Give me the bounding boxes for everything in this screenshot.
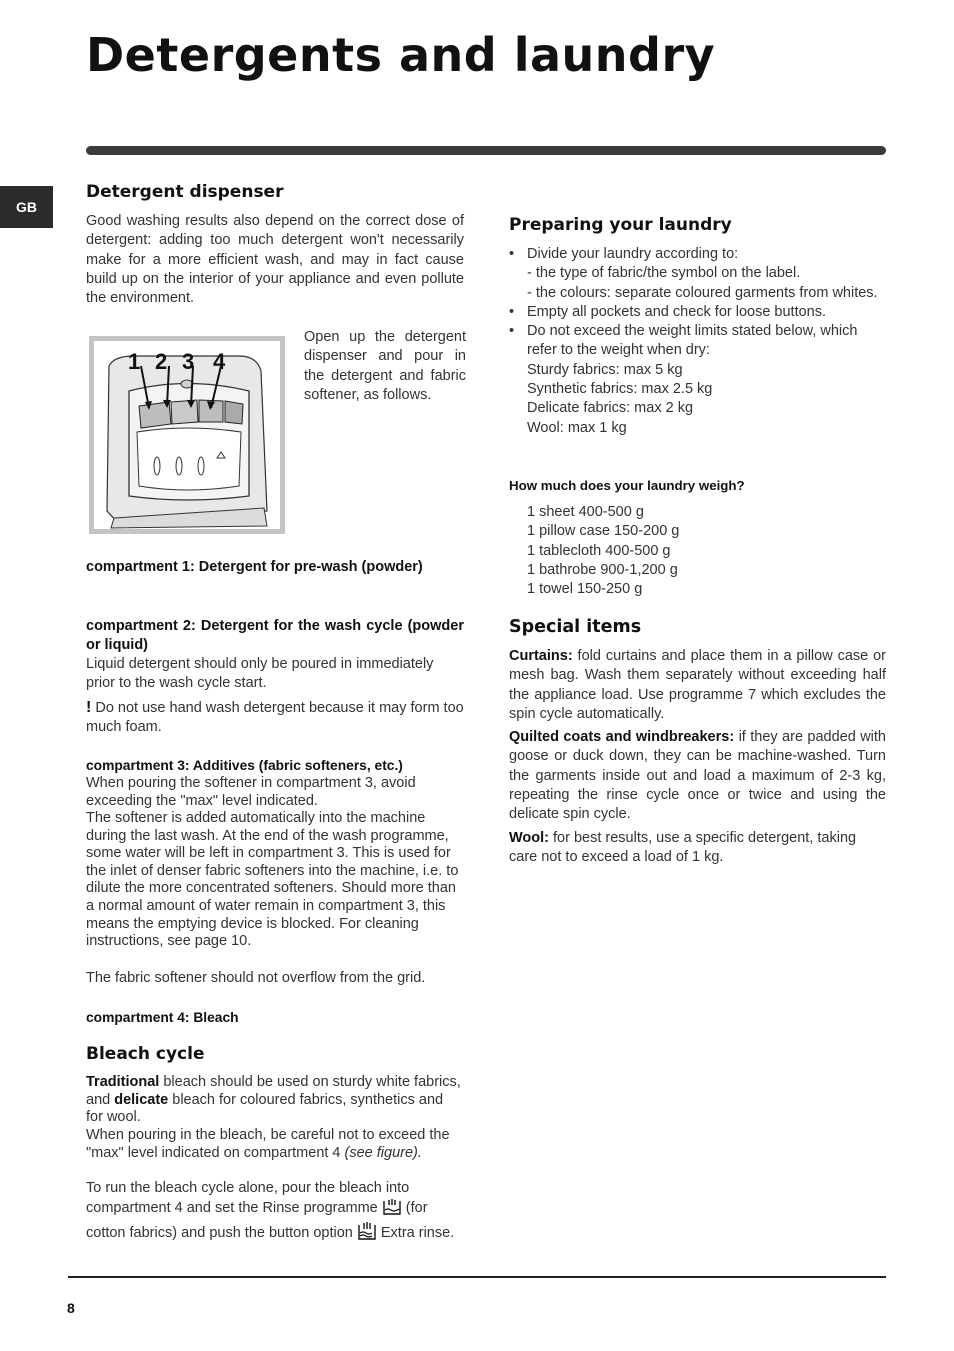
bleach-run-text-b: (for cotton fabrics) and push the button option <box>86 1199 428 1242</box>
special-items-heading: Special items <box>509 617 642 637</box>
hand-wash-warning <box>86 698 464 738</box>
figure-label-2: 2 <box>155 349 168 374</box>
header-rule <box>86 146 886 155</box>
compartment-3-text-3: The fabric softener should not overflow from the grid. <box>86 970 426 986</box>
bleach-max-text <box>86 1127 464 1162</box>
page-number: 8 <box>67 1300 75 1316</box>
preparing-laundry-heading: Preparing your laundry <box>509 215 732 235</box>
curtains-label: Curtains: <box>509 648 573 664</box>
traditional-label: Traditional <box>86 1074 160 1090</box>
wool-text: for best results, use a specific detergent, taking care not to exceed a load of 1 kg. <box>509 830 857 866</box>
dispenser-illustration <box>89 336 285 534</box>
figure-label-3: 3 <box>182 349 195 374</box>
dispenser-figure <box>89 336 285 534</box>
compartment-3-heading: compartment 3: Additives (fabric softeners, etc.) <box>86 758 403 773</box>
limit-wool: Wool: max 1 kg <box>527 419 627 436</box>
compartment-3-text-2: The softener is added automatically into the machine during the last wash. At the end of the wash programme, some water will be left in compartment 3. This is used for the inlet of denser fabric softeners into the machine, i.e. to dilute the more concentrated softeners. Should more than a normal amount of water remain in compartment 3, this means the emptying device is blocked. For cleaning instructions, see page 10. <box>86 810 459 950</box>
bullet-weight-limits: Do not exceed the weight limits stated below, which refer to the weight when dry: <box>527 323 858 359</box>
list-item: • Do not exceed the weight limits stated below, which refer to the weight when dry: Sturdy fabrics: max 5 kg Synthetic fabrics: max 2.5 kg Delicate fabrics: max 2 kg Wool: max 1 kg <box>509 322 889 438</box>
bullet-divide: Divide your laundry according to: <box>527 246 739 262</box>
wool-paragraph <box>509 829 886 868</box>
bleach-run-text-c: Extra rinse. <box>376 1225 455 1242</box>
compartment-1-heading: compartment 1: Detergent for pre-wash (powder) <box>86 559 423 575</box>
bleach-cycle-heading: Bleach cycle <box>86 1044 205 1064</box>
figure-label-1: 1 <box>128 349 141 374</box>
language-tab: GB <box>0 186 53 228</box>
figure-label-4: 4 <box>213 349 226 374</box>
figure-caption: Open up the detergent dispenser and pour in the detergent and fabric softener, as follows. <box>304 329 466 403</box>
rinse-icon <box>382 1198 402 1222</box>
page-title: Detergents and laundry <box>86 28 716 82</box>
detergent-dispenser-heading: Detergent dispenser <box>86 182 284 202</box>
bullet-divide-sub-1: - the type of fabric/the symbol on the label. <box>527 265 801 282</box>
bullet-divide-sub-2: - the colours: separate coloured garments from whites. <box>527 284 878 301</box>
laundry-weight-heading: How much does your laundry weigh? <box>509 478 745 493</box>
list-item: • Divide your laundry according to: - the type of fabric/the symbol on the label. - the colours: separate coloured garments from whites. <box>509 245 889 303</box>
list-item: • Empty all pockets and check for loose buttons. <box>509 303 827 320</box>
quilted-text: if they are padded with goose or duck down, they can be machine-washed. Turn the garments inside out and load a maximum of 2-3 kg, repeating the rinse cycle once or twice and using the delicate spin cycle. <box>509 729 886 823</box>
limit-synthetic: Synthetic fabrics: max 2.5 kg <box>527 381 713 398</box>
curtains-paragraph <box>509 647 886 724</box>
bleach-types-text <box>86 1074 464 1127</box>
compartment-2-text: Liquid detergent should only be poured in immediately prior to the wash cycle start. <box>86 656 434 692</box>
delicate-text: bleach for coloured fabrics, synthetics and for wool. <box>86 1091 444 1126</box>
traditional-text: bleach should be used on sturdy white fabrics, and <box>86 1074 461 1108</box>
warning-mark: ! <box>86 699 92 716</box>
quilted-paragraph <box>509 728 886 824</box>
compartment-2-heading: compartment 2: Detergent for the wash cycle (powder or liquid) <box>86 618 464 653</box>
weight-sheet: 1 sheet 400-500 g <box>527 504 644 520</box>
preparing-list <box>509 245 889 438</box>
weight-tablecloth: 1 tablecloth 400-500 g <box>527 542 671 559</box>
extra-rinse-icon <box>357 1221 377 1247</box>
quilted-label: Quilted coats and windbreakers: <box>509 729 735 745</box>
delicate-label: delicate <box>114 1091 169 1108</box>
weight-towel: 1 towel 150-250 g <box>527 581 643 598</box>
see-figure-note: (see figure). <box>344 1144 422 1161</box>
footer-rule <box>68 1276 886 1278</box>
warning-text: Do not use hand wash detergent because it may form too much foam. <box>86 700 464 736</box>
laundry-weight-list <box>509 503 907 599</box>
limit-sturdy: Sturdy fabrics: max 5 kg <box>527 361 683 378</box>
compartment-4-heading: compartment 4: Bleach <box>86 1010 239 1025</box>
wool-label: Wool: <box>509 830 549 846</box>
curtains-text: fold curtains and place them in a pillow case or mesh bag. Wash them separately without exceeding half the appliance load. Use programme 7 which excludes the spin cycle automatically. <box>509 648 886 722</box>
weight-pillow-case: 1 pillow case 150-200 g <box>527 523 680 540</box>
bleach-max-sentence: When pouring in the bleach, be careful not to exceed the "max" level indicated on compartment 4 <box>86 1127 450 1161</box>
dispenser-intro: Good washing results also depend on the correct dose of detergent: adding too much detergent won't necessarily make for a more efficient wash, and may in fact cause build up on the interior of your appliance and even pollute the environment. <box>86 213 464 307</box>
bullet-pockets: Empty all pockets and check for loose buttons. <box>527 303 827 320</box>
weight-bathrobe: 1 bathrobe 900-1,200 g <box>527 561 678 578</box>
compartment-3-text-1: When pouring the softener in compartment 3, avoid exceeding the "max" level indicated. <box>86 775 416 809</box>
bleach-run-text <box>86 1180 464 1247</box>
limit-delicate: Delicate fabrics: max 2 kg <box>527 400 694 417</box>
bleach-run-text-a: To run the bleach cycle alone, pour the bleach into compartment 4 and set the Rinse programme <box>86 1180 410 1216</box>
